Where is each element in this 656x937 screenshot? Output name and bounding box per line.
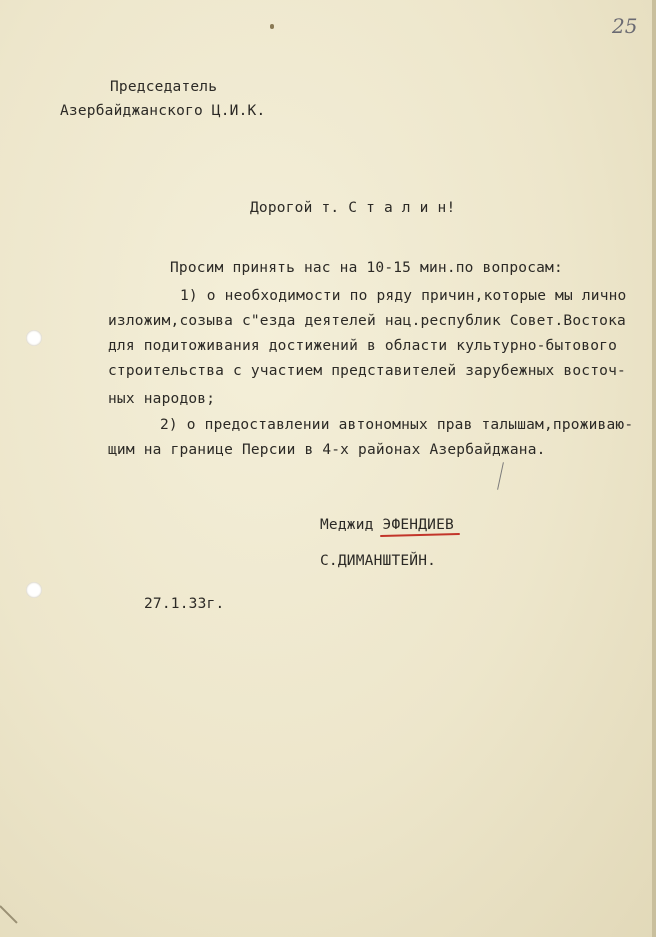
- document-date: 27.1.33г.: [144, 596, 225, 612]
- page-number: 25: [612, 14, 638, 38]
- signature-efendiev: Меджид ЭФЕНДИЕВ: [320, 517, 454, 533]
- salutation: Дорогой т. С т а л и н!: [250, 200, 456, 216]
- item1-line: 1) о необходимости по ряду причин,которые мы лично: [180, 288, 627, 304]
- item1-line: строительства с участием представителей зарубежных восточ-: [108, 363, 626, 379]
- item1-line: ных народов;: [108, 391, 216, 407]
- header-title: Председатель: [110, 79, 218, 95]
- item2-line: 2) о предоставлении автономных прав талышам,проживаю-: [160, 417, 634, 433]
- header-organization: Азербайджанского Ц.И.К.: [60, 103, 266, 119]
- signature-dimanshtein: С.ДИМАНШТЕЙН.: [320, 553, 437, 569]
- punch-hole-upper: [26, 330, 42, 346]
- item1-line: для подитоживания достижений в области культурно-бытового: [108, 338, 617, 354]
- ink-spot: [270, 24, 274, 29]
- item1-line: изложим,созыва с"езда деятелей нац.республик Совет.Востока: [108, 313, 626, 329]
- body-intro: Просим принять нас на 10-15 мин.по вопросам:: [170, 260, 563, 276]
- page-edge: [652, 0, 656, 937]
- punch-hole-lower: [26, 582, 42, 598]
- item2-line: щим на границе Персии в 4-х районах Азербайджана.: [108, 442, 546, 458]
